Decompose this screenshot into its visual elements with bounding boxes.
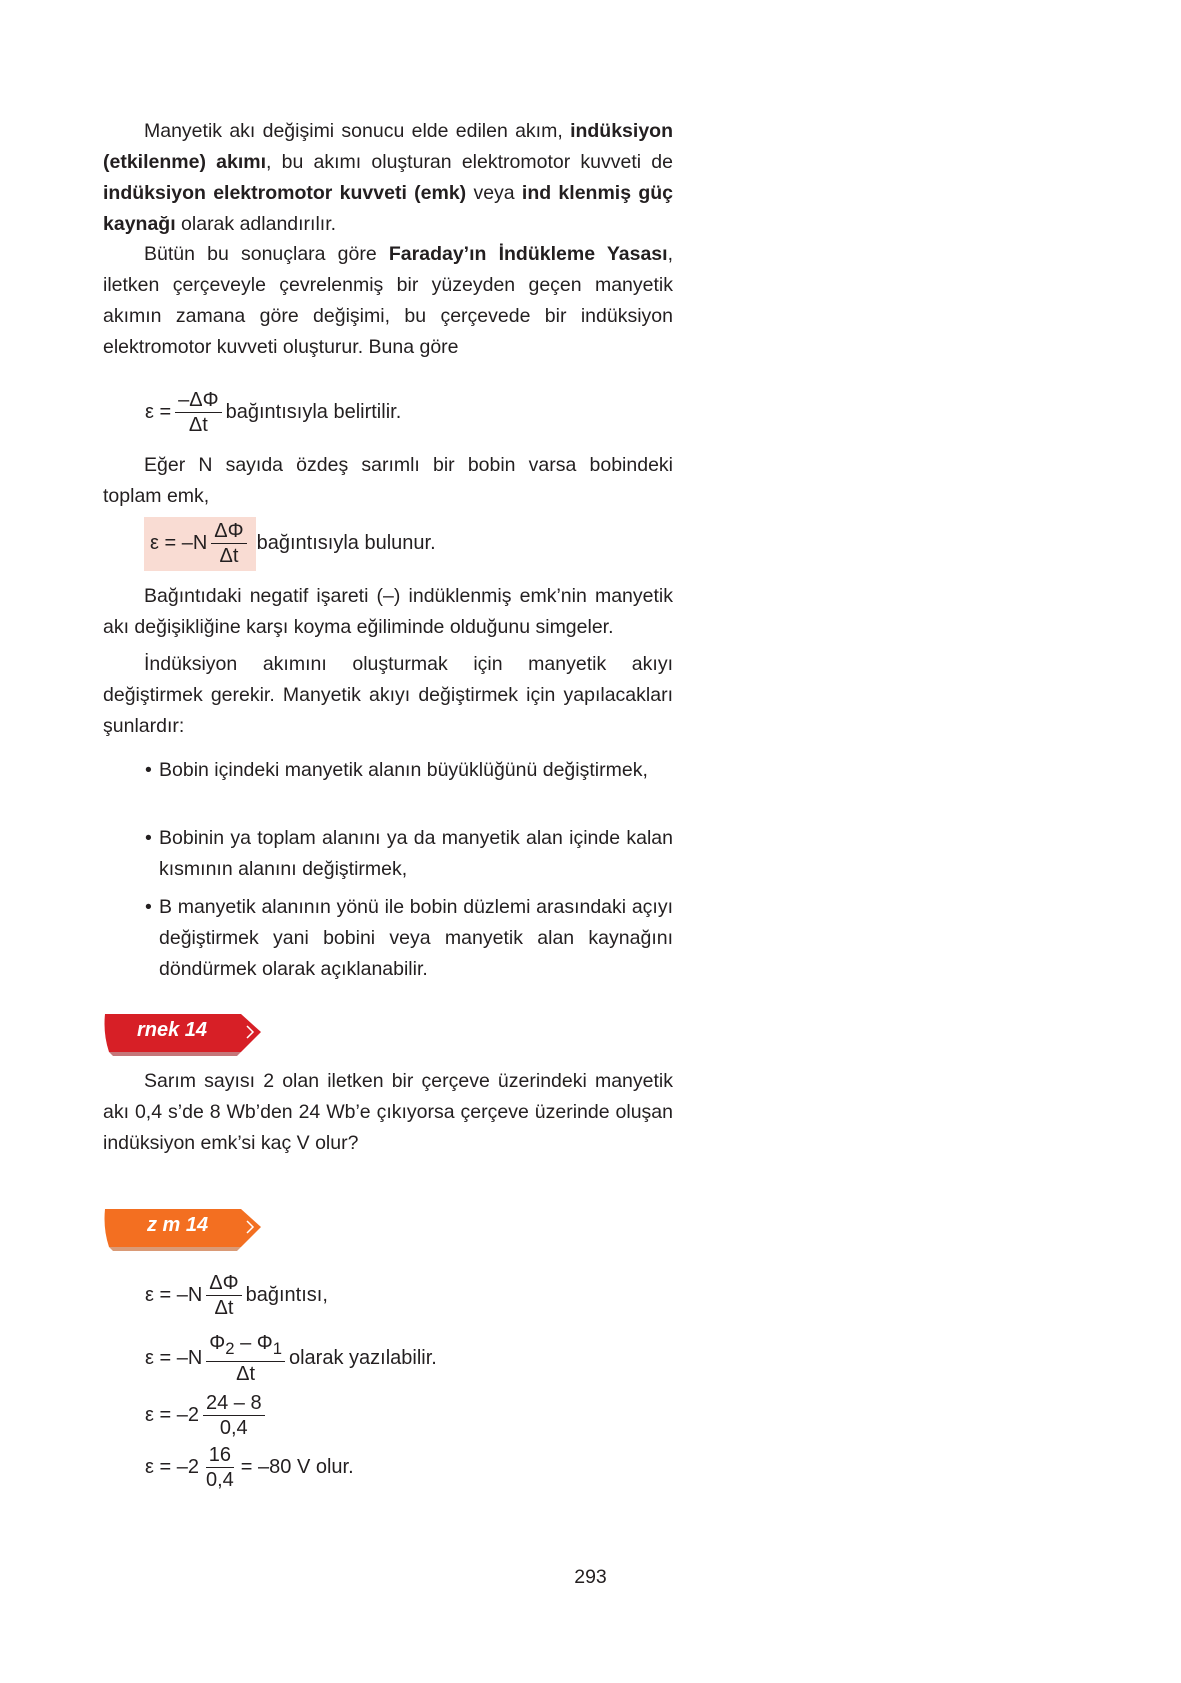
formula-faraday: ε = $\frac{-\Delta\Phi}{\Delta t}$ bağıntısıyla belirtilir.	[145, 389, 402, 436]
paragraph-faraday-law: Bütün bu sonuçlara göre Faraday’ın İndükleme Yasası, iletken çerçeveyle çevrelenmiş bir yüzeyden geçen manyetik akımın zamana göre değişimi, bu çerçevede bir indüksiyon elektromotor kuvveti oluşturur. Buna göre	[103, 243, 673, 358]
solution-line-1: ε = –N $\frac{\Delta\Phi}{\Delta t}$ bağıntısı,	[145, 1272, 328, 1319]
term-induction-emf: indüksiyon elektromotor kuvveti (emk)	[103, 182, 467, 204]
page-number: 293	[574, 1566, 607, 1588]
bullet-icon: •	[145, 759, 152, 781]
solution-line-3: ε = –2 $\frac{24 - 8}{0,4}$	[145, 1391, 269, 1440]
term-induced-source: ind klenmiş güç kaynağı	[103, 182, 674, 235]
term-induction-current: indüksiyon (etkilenme) akımı	[103, 120, 673, 173]
paragraph-coil: Eğer N sayıda özdeş sarımlı bir bobin varsa bobindeki toplam emk,	[103, 454, 673, 507]
example-tag: rnek 14	[103, 1010, 263, 1054]
paragraph-negative-sign: Bağıntıdaki negatif işareti (–) indüklenmiş emk’nin manyetik akı değişikliğine karşı koyma eğiliminde olduğunu simgeler.	[103, 585, 673, 638]
solution-line-4: ε = –2 $\frac{16}{0,4}$ = –80 V olur.	[145, 1444, 354, 1491]
fraction: $\frac{16}{0,4}$	[205, 1444, 234, 1491]
paragraph-changing-flux: İndüksiyon akımını oluşturmak için manyetik akıyı değiştirmek gerekir. Manyetik akıyı değiştirmek için yapılacakları şunlardır:	[103, 653, 673, 737]
fraction: $\frac{\Phi_2 - \Phi_1}{\Delta t}$	[206, 1331, 285, 1386]
fraction: $\frac{-\Delta\Phi}{\Delta t}$	[175, 388, 221, 437]
formula-coil-emf: ε = –N $\frac{\Delta\Phi}{\Delta t}$ bağıntısıyla bulunur.	[150, 520, 436, 567]
fraction: $\frac{24 - 8}{0,4}$	[203, 1391, 265, 1440]
fraction: $\frac{\Delta\Phi}{\Delta t}$	[206, 1271, 241, 1320]
example-question: Sarım sayısı 2 olan iletken bir çerçeve üzerindeki manyetik akı 0,4 s’de 8 Wb’den 24 Wb’e çıkıyorsa çerçeve üzerinde oluşan indüksiyon emk’si kaç V olur?	[103, 1070, 673, 1154]
paragraph-induction-definition: Manyetik akı değişimi sonucu elde edilen akım, indüksiyon (etkilenme) akımı, bu akımı oluşturan elektromotor kuvveti de indüksiyon elektromotor kuvveti (emk) veya ind klenmiş güç kaynağı olarak adlandırılır.	[103, 120, 674, 235]
bullet-icon: •	[145, 896, 152, 918]
list-item: • Bobinin ya toplam alanını ya da manyetik alan içinde kalan kısmının alanını değiştirmek,	[145, 823, 673, 885]
solution-line-2: ε = –N $\frac{\Phi_2 - \Phi_1}{\Delta t}$ olarak yazılabilir.	[145, 1332, 437, 1385]
term-faraday-law: Faraday’ın İndükleme Yasası	[388, 243, 668, 265]
fraction: $\frac{\Delta\Phi}{\Delta t}$	[211, 519, 246, 568]
solution-tag: z m 14	[103, 1205, 263, 1249]
bullet-icon: •	[145, 827, 152, 849]
list-item: • Bobin içindeki manyetik alanın büyüklüğünü değiştirmek,	[145, 755, 673, 786]
list-item: • B manyetik alanının yönü ile bobin düzlemi arasındaki açıyı değiştirmek yani bobini veya manyetik alan kaynağını döndürmek olarak açıklanabilir.	[145, 892, 673, 985]
